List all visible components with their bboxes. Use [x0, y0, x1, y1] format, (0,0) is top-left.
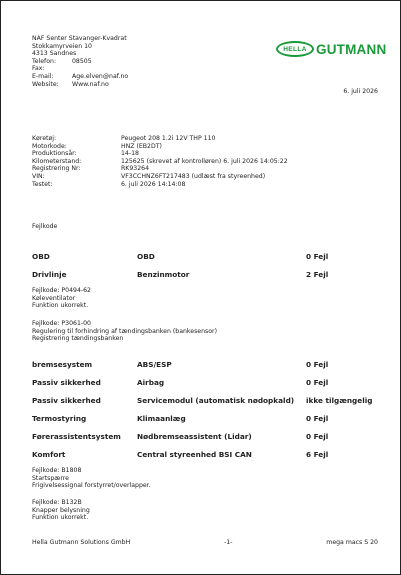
vehicle-row: Registrering Nr: RK93264	[32, 165, 150, 173]
vehicle-row: Køretøj: Peugeot 208 1.2i 12V THP 110	[32, 135, 216, 142]
website-value: Www.naf.no	[72, 80, 109, 88]
group-row-servicemodul: Passiv sikkerhed Servicemodul (automatisk nødopkald) ikke tilgængelig	[32, 396, 373, 405]
vehicle-row: Kilometerstand: 125625 (skrevet af kontrolløren) 6. juli 2026 14:05:22	[32, 157, 288, 165]
dealer-phone-row	[32, 58, 128, 66]
vehicle-row: Motorkode: HNZ (EB2DT)	[32, 142, 162, 150]
group-row-bremsesystem: bremsesystem ABS/ESP 0 Fejl	[32, 360, 329, 369]
group-row-komfort: Komfort Central styreenhed BSI CAN 6 Fejl	[32, 450, 329, 459]
group-row-airbag: Passiv sikkerhed Airbag 0 Fejl	[32, 378, 329, 387]
fax-label: Fax:	[32, 65, 45, 73]
footer-device: mega macs S 20	[326, 539, 378, 546]
vehicle-row: Produktionsår: 14-18	[32, 150, 139, 158]
dealer-website-row	[32, 81, 128, 89]
fault-entry: Fejlkode: B132B Knapper belysning Funktion ukorrekt.	[32, 499, 90, 522]
vehicle-info	[32, 135, 288, 188]
fault-entry: Fejlkode: P0494-62 Køleventilator Funktion ukorrekt.	[32, 287, 91, 310]
dealer-city: 4313 Sandnes	[32, 50, 77, 58]
report-date: 6. juli 2026	[343, 88, 378, 95]
document-page	[6, 4, 398, 572]
fault-section-heading: Fejlkode	[32, 223, 58, 230]
dealer-email-row	[32, 73, 128, 81]
dealer-street: Stokkamyrveien 10	[32, 42, 92, 50]
group-row-drivlinje: Drivlinje Benzinmotor 2 Fejl	[32, 270, 329, 279]
website-label: Website:	[32, 80, 59, 88]
dealer-address	[32, 35, 128, 88]
phone-value: 08505	[72, 57, 92, 65]
vehicle-row: VIN: VF3CCHNZ6FT217483 (udlæst fra styreenhed)	[32, 172, 266, 180]
dealer-name: NAF Senter Stavanger-Kvadrat	[32, 35, 127, 42]
hella-gutmann-logo	[276, 41, 386, 57]
page-footer	[32, 539, 378, 547]
footer-company: Hella Gutmann Solutions GmbH	[32, 539, 131, 546]
phone-label: Telefon:	[32, 57, 57, 65]
email-value: Age.elven@naf.no	[72, 72, 129, 80]
group-row-obd: OBD OBD 0 Fejl	[32, 252, 329, 261]
email-label: E-mail:	[32, 72, 54, 80]
dealer-fax-row	[32, 65, 128, 73]
gutmann-wordmark: GUTMANN	[316, 41, 387, 57]
group-row-termostyring: Termostyring Klimaanlæg 0 Fejl	[32, 414, 329, 423]
group-row-forerassistent: Førerassistentsystem Nødbremseassistent (Lidar) 0 Fejl	[32, 432, 329, 441]
footer-page-number: -1-	[224, 539, 233, 546]
fault-entry: Fejlkode: P3061-00 Regulering til forhindring af tændingsbanken (bankesensor) Registrering tændingsbanken	[32, 320, 218, 343]
vehicle-row: Testet: 6. juli 2026 14:14:08	[32, 180, 186, 188]
fault-entry: Fejlkode: B1808 Startspærre Frigivelsessignal forstyrret/overlapper.	[32, 467, 151, 490]
hella-oval-logo: HELLA	[276, 41, 314, 57]
